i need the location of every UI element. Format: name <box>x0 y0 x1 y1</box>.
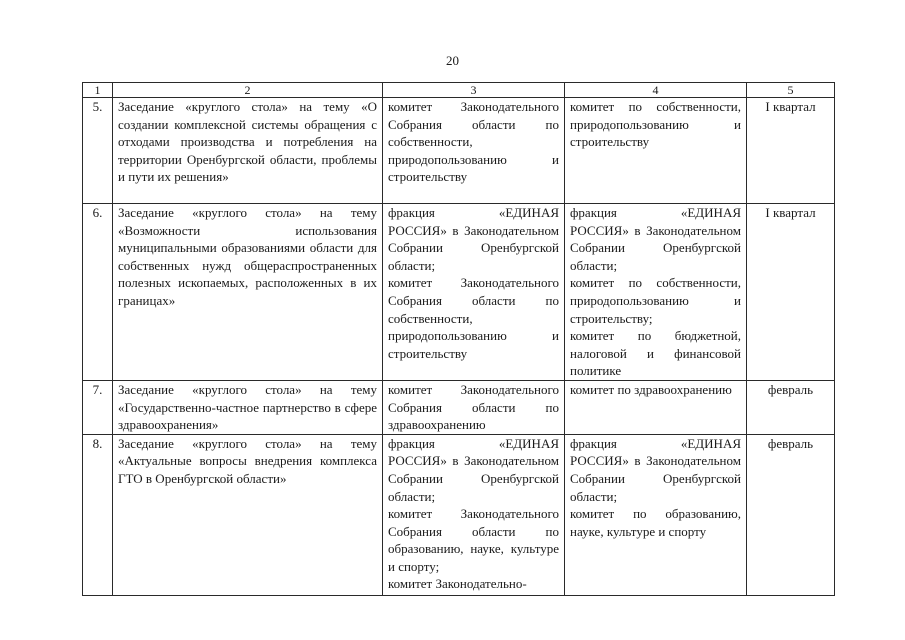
responsible-cell: фракция «ЕДИНАЯ РОССИЯ» в Законодательном Собрании Оренбургской области; комитет Законодательного Собрания области по образованию, науке, культуре и спорту; комитет Законодательно- <box>388 435 559 592</box>
term-cell: I квартал <box>747 98 835 204</box>
event-title: Заседание «круглого стола» на тему «Возможности использования муниципальными образованиями области для собственных нужд общераспространенных полезных ископаемых, расположенных в их границах» <box>113 204 383 381</box>
page-number: 20 <box>446 53 459 68</box>
event-title: Заседание «круглого стола» на тему «Государственно-частное партнерство в сфере здравоохранения» <box>113 380 383 434</box>
responsible-cell: фракция «ЕДИНАЯ РОССИЯ» в Законодательном Собрании Оренбургской области; комитет Законодательного Собрания области по собственности, природопользованию и строительству <box>388 205 559 361</box>
responsible-cell: комитет Законодательного Собрания области по собственности, природопользованию и строительству <box>388 99 559 185</box>
event-title: Заседание «круглого стола» на тему «О создании комплексной системы обращения с отходами производства и потребления на территории Оренбургской области, проблемы и пути их решения» <box>113 98 383 204</box>
row-number: 6. <box>83 204 113 381</box>
term-cell: I квартал <box>747 204 835 381</box>
term-cell: февраль <box>747 380 835 434</box>
column-header: 5 <box>747 83 835 98</box>
participants-cell: фракция «ЕДИНАЯ РОССИЯ» в Законодательном Собрании Оренбургской области; комитет по образованию, науке, культуре и спорту <box>570 435 741 539</box>
column-header: 3 <box>383 83 565 98</box>
table-header-row <box>83 83 835 98</box>
column-header: 1 <box>83 83 113 98</box>
term-cell: февраль <box>747 434 835 595</box>
events-table <box>82 82 835 596</box>
event-title: Заседание «круглого стола» на тему «Актуальные вопросы внедрения комплекса ГТО в Оренбургской области» <box>113 434 383 595</box>
participants-cell: фракция «ЕДИНАЯ РОССИЯ» в Законодательном Собрании Оренбургской области; комитет по собственности, природопользованию и строительству; комитет по бюджетной, налоговой и финансовой политике <box>570 205 741 379</box>
row-number: 8. <box>83 434 113 595</box>
table-row <box>83 380 835 434</box>
table-row <box>83 434 835 595</box>
participants-cell: комитет по собственности, природопользованию и строительству <box>570 99 741 150</box>
table-row <box>83 204 835 381</box>
row-number: 7. <box>83 380 113 434</box>
table-row <box>83 98 835 204</box>
participants-cell: комитет по здравоохранению <box>570 381 732 397</box>
responsible-cell: комитет Законодательного Собрания области по здравоохранению <box>388 381 559 433</box>
row-number: 5. <box>83 98 113 204</box>
column-header: 4 <box>565 83 747 98</box>
column-header: 2 <box>113 83 383 98</box>
